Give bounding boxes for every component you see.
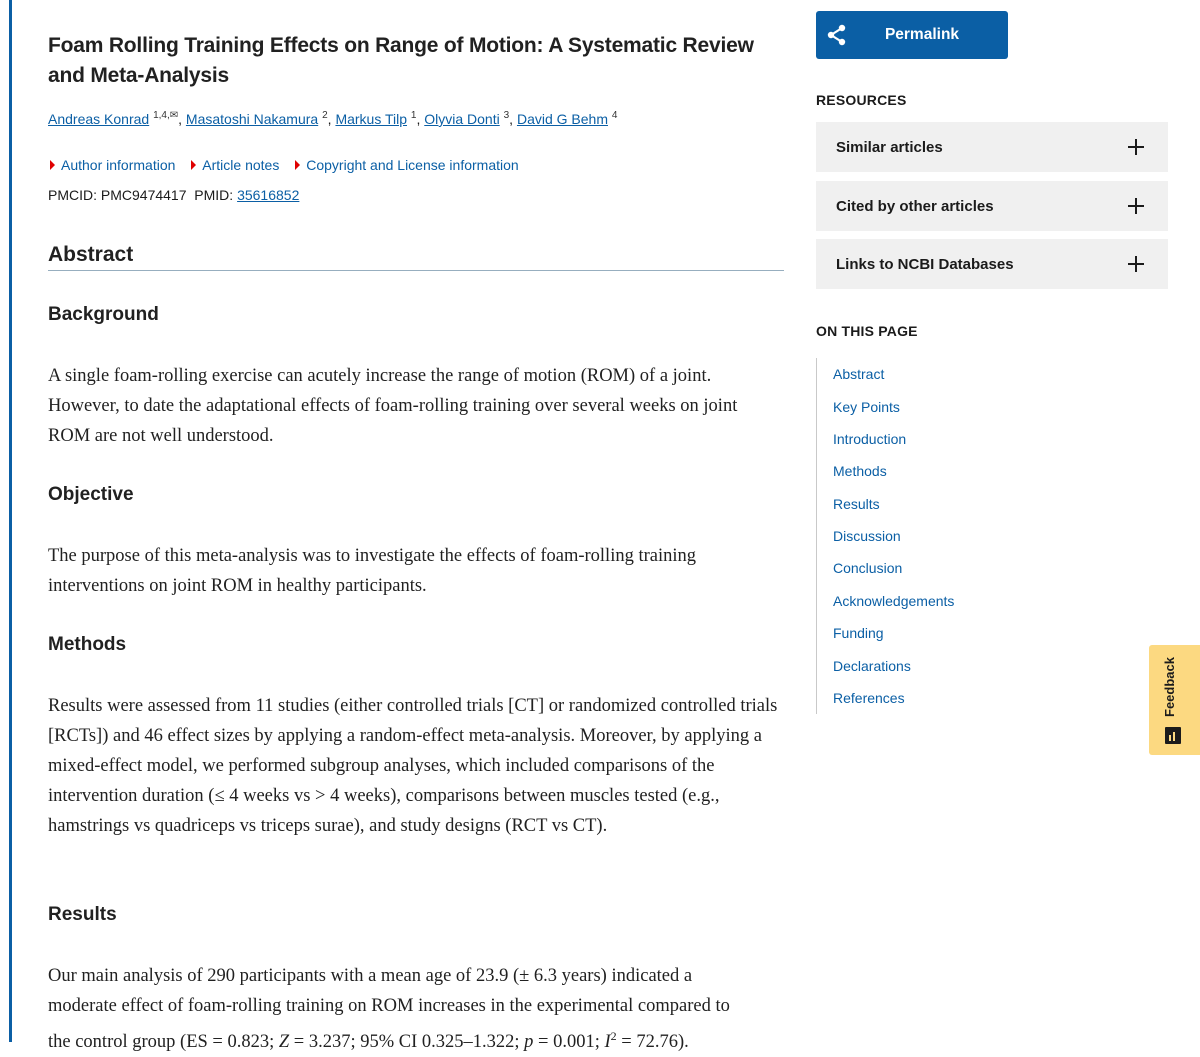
permalink-button[interactable] (816, 11, 1008, 59)
background-text: A single foam-rolling exercise can acutely increase the range of motion (ROM) of a joint. However, to date the adaptational effects of foam-rolling training over several weeks on joint ROM are not well understood. (48, 366, 738, 446)
toggle-label: Copyright and License information (306, 157, 519, 173)
author-affiliation: 1 (410, 110, 417, 121)
author-link[interactable]: Masatoshi Nakamura (185, 111, 319, 127)
left-accent-bar (9, 0, 12, 1042)
plus-icon (1128, 198, 1144, 214)
table-of-contents (816, 358, 1016, 714)
accordion-label: Similar articles (836, 138, 943, 156)
permalink-label: Permalink (884, 26, 960, 43)
accordion-label: Cited by other articles (836, 197, 994, 215)
toc-key-points[interactable]: Key Points (833, 399, 900, 415)
author-list: Andreas Konrad $^{1,4,✉}$, Masatoshi Nakamura $^2$, Markus Tilp $^1$, Olyvia Donti $^3$, David G Behm $^4$ (48, 110, 618, 127)
author-affiliation: 3 (503, 110, 510, 121)
author-affiliation: 1,4,✉ (153, 110, 179, 121)
pmcid: PMCID: PMC9474417 (48, 187, 187, 203)
article-identifiers (48, 185, 299, 205)
copyright-license-toggle[interactable] (293, 155, 518, 175)
toc-conclusion[interactable]: Conclusion (833, 560, 903, 576)
toc-acknowledgements[interactable]: Acknowledgements (833, 593, 955, 609)
accordion-label: Links to NCBI Databases (836, 255, 1014, 273)
article-notes-toggle[interactable] (189, 155, 279, 175)
feedback-button[interactable] (1149, 645, 1200, 755)
toc-introduction[interactable]: Introduction (833, 431, 907, 447)
cited-by-accordion[interactable] (816, 181, 1168, 231)
methods-text: Results were assessed from 11 studies (either controlled trials [CT] or randomized controlled trials [RCTs]) and 46 effect sizes by applying a random-effect meta-analysis. Moreover, by applying a mixed-effect model, we performed subgroup analyses, which included comparisons of the intervention duration (≤ 4 weeks vs > 4 weeks), comparisons between muscles tested (e.g., hamstrings vs quadriceps vs triceps surae), and study designs (RCT vs CT). (48, 696, 778, 836)
feedback-icon (1165, 727, 1181, 744)
on-this-page-heading: ON THIS PAGE (816, 323, 918, 339)
author-information-toggle[interactable] (48, 155, 175, 175)
author-link[interactable]: Andreas Konrad (48, 111, 150, 127)
objective-heading: Objective (48, 484, 134, 505)
author-affiliation: 4 (611, 110, 618, 121)
caret-right-icon (191, 160, 196, 170)
toc-references[interactable]: References (833, 690, 905, 706)
objective-text: The purpose of this meta-analysis was to investigate the effects of foam-rolling training interventions on joint ROM in healthy participants. (48, 546, 697, 596)
plus-icon (1128, 139, 1144, 155)
results-line: Our main analysis of 290 participants with a mean age of 23.9 (± 6.3 years) indicated a (48, 966, 693, 986)
caret-right-icon (50, 160, 55, 170)
toc-results[interactable]: Results (833, 496, 880, 512)
author-link[interactable]: Olyvia Donti (424, 111, 500, 127)
author-link[interactable]: Markus Tilp (335, 111, 408, 127)
article-meta-links (48, 155, 529, 175)
author-affiliation: 2 (322, 110, 328, 121)
toggle-label: Article notes (202, 157, 280, 173)
pmid-label: PMID: (194, 187, 234, 203)
toc-discussion[interactable]: Discussion (833, 528, 901, 544)
feedback-label: Feedback (1162, 657, 1177, 717)
results-heading: Results (48, 904, 117, 925)
toc-funding[interactable]: Funding (833, 625, 884, 641)
article-title: Foam Rolling Training Effects on Range of Motion: A Systematic Review and Meta-Analysis (48, 34, 754, 87)
similar-articles-accordion[interactable] (816, 122, 1168, 172)
plus-icon (1128, 256, 1144, 272)
ncbi-databases-accordion[interactable] (816, 239, 1168, 289)
methods-heading: Methods (48, 634, 127, 655)
toc-declarations[interactable]: Declarations (833, 658, 911, 674)
results-line: moderate effect of foam-rolling training on ROM increases in the experimental compared to (48, 996, 730, 1016)
background-heading: Background (48, 304, 159, 325)
abstract-heading: Abstract (48, 240, 784, 271)
caret-right-icon (295, 160, 300, 170)
author-link[interactable]: David G Behm (516, 111, 608, 127)
toc-methods[interactable]: Methods (833, 463, 887, 479)
results-line: the control group (ES = 0.823; Z = 3.237; 95% CI 0.325–1.322; p = 0.001; $I^2 = 72.76$). (48, 1029, 689, 1053)
toc-abstract[interactable]: Abstract (833, 366, 885, 382)
pmid-link[interactable]: 35616852 (237, 187, 300, 203)
resources-heading: RESOURCES (816, 92, 907, 108)
toggle-label: Author information (61, 157, 176, 173)
results-text (48, 961, 784, 1057)
